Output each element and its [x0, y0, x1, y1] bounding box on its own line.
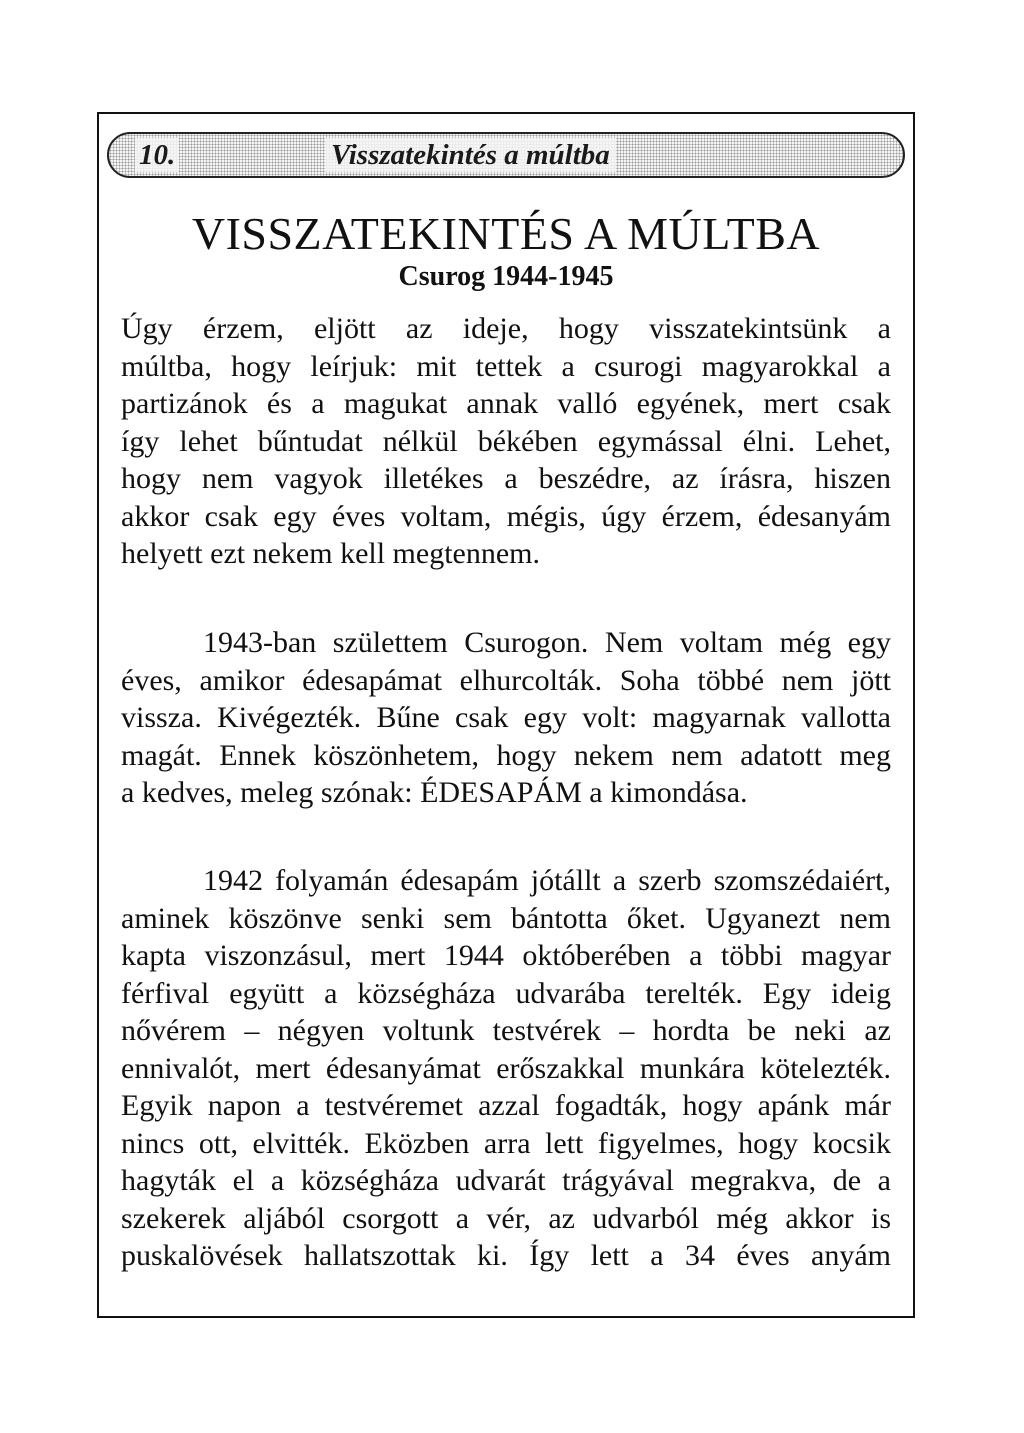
- text-line: Úgy érzem, eljött az ideje, hogy visszatekintsünk a: [121, 312, 891, 345]
- text-line: nincs ott, elvitték. Eközben arra lett figyelmes, hogy kocsik: [121, 1126, 891, 1160]
- paragraph-1: [121, 310, 891, 573]
- chapter-banner: [107, 132, 905, 178]
- paragraph-2: [121, 624, 891, 812]
- text-line: aminek köszönve senki sem bántotta őket. Ugyanezt nem: [121, 901, 891, 935]
- text-line: 1942 folyamán édesapám jótállt a szerb szomszédaiért,: [203, 864, 891, 897]
- text-line: hogy nem vagyok illetékes a beszédre, az írásra, hiszen: [121, 462, 891, 495]
- text-line: nővérem – négyen voltunk testvérek – hordta be neki az: [121, 1014, 891, 1047]
- text-line: puskalövések hallatszottak ki. Így lett a 34 éves anyám: [121, 1239, 891, 1272]
- text-line: 1943-ban születtem Csurogon. Nem voltam még egy: [203, 626, 891, 659]
- text-line: a kedves, meleg szónak: ÉDESAPÁM a kimondása.: [121, 776, 748, 809]
- text-line: férfival együtt a községháza udvarába terelték. Egy ideig: [121, 976, 891, 1010]
- page-frame: [97, 112, 915, 1318]
- text-line: akkor csak egy éves voltam, mégis, úgy érzem, édesanyám: [121, 499, 891, 533]
- chapter-banner-title: Visszatekintés a múltba: [325, 138, 616, 172]
- text-line: múltba, hogy leírjuk: mit tettek a csurogi magyarokkal a: [121, 349, 891, 383]
- document-subtitle: Csurog 1944-1945: [398, 261, 614, 292]
- text-line: vissza. Kivégezték. Bűne csak egy volt: magyarnak vallotta: [121, 701, 891, 734]
- text-line: partizánok és a magukat annak valló egyének, mert csak: [121, 387, 891, 420]
- document-title: VISSZATEKINTÉS A MÚLTBA: [191, 208, 821, 259]
- chapter-number: 10.: [135, 138, 179, 172]
- paragraph-3: [121, 862, 891, 1275]
- text-line: helyett ezt nekem kell megtennem.: [121, 537, 541, 570]
- text-line: éves, amikor édesapámat elhurcolták. Soha többé nem jött: [121, 663, 891, 697]
- text-line: Egyik napon a testvéremet azzal fogadták, hogy apánk már: [121, 1089, 891, 1122]
- text-line: kapta viszonzásul, mert 1944 októberében a többi magyar: [121, 939, 891, 972]
- text-line: ennivalót, mert édesanyámat erőszakkal munkára kötelezték.: [121, 1051, 891, 1085]
- text-line: magát. Ennek köszönhetem, hogy nekem nem adatott meg: [121, 738, 891, 772]
- text-line: szekerek aljából csorgott a vér, az udvarból még akkor is: [121, 1201, 891, 1235]
- text-line: hagyták el a községháza udvarát trágyával megrakva, de a: [121, 1164, 891, 1197]
- text-line: így lehet bűntudat nélkül békében egymással élni. Lehet,: [121, 424, 891, 458]
